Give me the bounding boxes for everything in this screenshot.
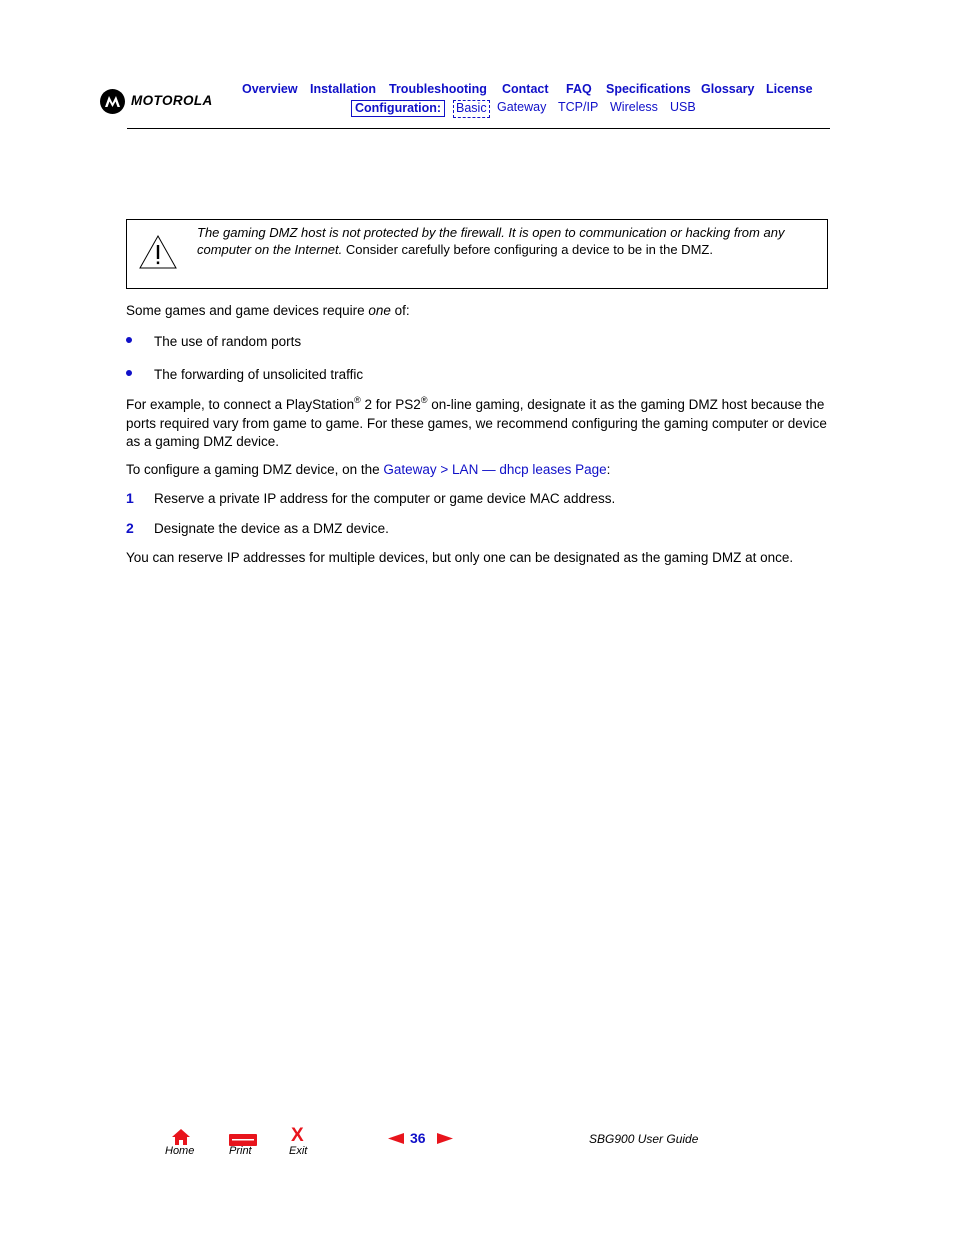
caution-emphasis: The gaming DMZ host is not protected by the firewall. It is open to communication or hacking from any computer on the Internet. bbox=[197, 225, 785, 257]
next-page-arrow-icon[interactable] bbox=[437, 1133, 453, 1144]
step-text: Reserve a private IP address for the computer or game device MAC address. bbox=[154, 491, 616, 506]
nav-link-contact[interactable]: Contact bbox=[502, 82, 549, 96]
subnav-link-tcpip[interactable]: TCP/IP bbox=[558, 100, 599, 114]
header-divider bbox=[127, 128, 830, 129]
caution-message bbox=[197, 224, 812, 258]
subnav-link-basic[interactable]: Basic bbox=[453, 100, 490, 118]
caution-advice: Consider carefully before configuring a device to be in the DMZ. bbox=[342, 242, 713, 257]
primary-nav bbox=[0, 82, 954, 98]
subnav-link-wireless[interactable]: Wireless bbox=[610, 100, 658, 114]
registered-mark: ® bbox=[354, 395, 361, 405]
intro-text-end: of: bbox=[390, 303, 410, 318]
brand-wordmark: MOTOROLA bbox=[131, 93, 213, 108]
example-text: on-line gaming, designate it as the gaming DMZ host because the ports required vary from game to game. For these games, we recommend configuring the gaming computer or device as a gaming DMZ device. bbox=[126, 397, 827, 449]
nav-link-installation[interactable]: Installation bbox=[310, 82, 376, 96]
configuration-link[interactable]: Configuration: bbox=[351, 100, 445, 117]
step-number: 2 bbox=[126, 520, 134, 536]
registered-mark: ® bbox=[420, 395, 428, 405]
configure-text: To configure a gaming DMZ device, on the bbox=[126, 462, 384, 477]
previous-page-arrow-icon[interactable] bbox=[388, 1133, 404, 1144]
subnav-link-usb[interactable]: USB bbox=[670, 100, 696, 114]
nav-link-overview[interactable]: Overview bbox=[242, 82, 298, 96]
warning-triangle-icon bbox=[138, 234, 178, 270]
print-label: Print bbox=[229, 1145, 252, 1157]
page-number: 36 bbox=[410, 1130, 426, 1146]
bullet-dot bbox=[126, 370, 132, 376]
home-icon bbox=[171, 1128, 191, 1146]
bullet-dot bbox=[126, 337, 132, 343]
configure-text-end: : bbox=[606, 462, 611, 477]
guide-title: SBG900 User Guide bbox=[589, 1132, 699, 1146]
intro-paragraph bbox=[126, 302, 829, 321]
nav-link-faq[interactable]: FAQ bbox=[566, 82, 592, 96]
exit-button[interactable] bbox=[286, 1125, 314, 1160]
configuration-subnav bbox=[0, 100, 954, 118]
home-button[interactable] bbox=[163, 1128, 199, 1160]
configure-paragraph bbox=[126, 461, 829, 480]
step-text: Designate the device as a DMZ device. bbox=[154, 521, 389, 536]
intro-emphasis: one bbox=[368, 303, 391, 318]
caution-box bbox=[126, 219, 828, 289]
nav-link-troubleshooting[interactable]: Troubleshooting bbox=[389, 82, 487, 96]
example-text: 2 for PS2 bbox=[360, 397, 421, 412]
home-label: Home bbox=[165, 1145, 195, 1157]
intro-text: Some games and game devices require bbox=[126, 303, 369, 318]
example-paragraph bbox=[126, 396, 829, 452]
exit-x-icon: X bbox=[291, 1125, 304, 1146]
closing-paragraph: You can reserve IP addresses for multiple devices, but only one can be designated as the gaming DMZ at once. bbox=[126, 550, 794, 565]
subnav-link-gateway[interactable]: Gateway bbox=[497, 100, 547, 114]
example-text: For example, to connect a PlayStation bbox=[126, 397, 355, 412]
gateway-lan-dhcp-leases-link[interactable]: Gateway > LAN — dhcp leases Page bbox=[383, 462, 607, 477]
nav-link-license[interactable]: License bbox=[766, 82, 813, 96]
nav-link-glossary[interactable]: Glossary bbox=[701, 82, 755, 96]
step-number: 1 bbox=[126, 490, 134, 506]
bullet-item-random-ports: The use of random ports bbox=[154, 334, 302, 349]
print-button[interactable] bbox=[226, 1132, 260, 1160]
exit-label: Exit bbox=[289, 1145, 308, 1157]
bullet-item-unsolicited-traffic: The forwarding of unsolicited traffic bbox=[154, 367, 364, 382]
nav-link-specifications[interactable]: Specifications bbox=[606, 82, 691, 96]
